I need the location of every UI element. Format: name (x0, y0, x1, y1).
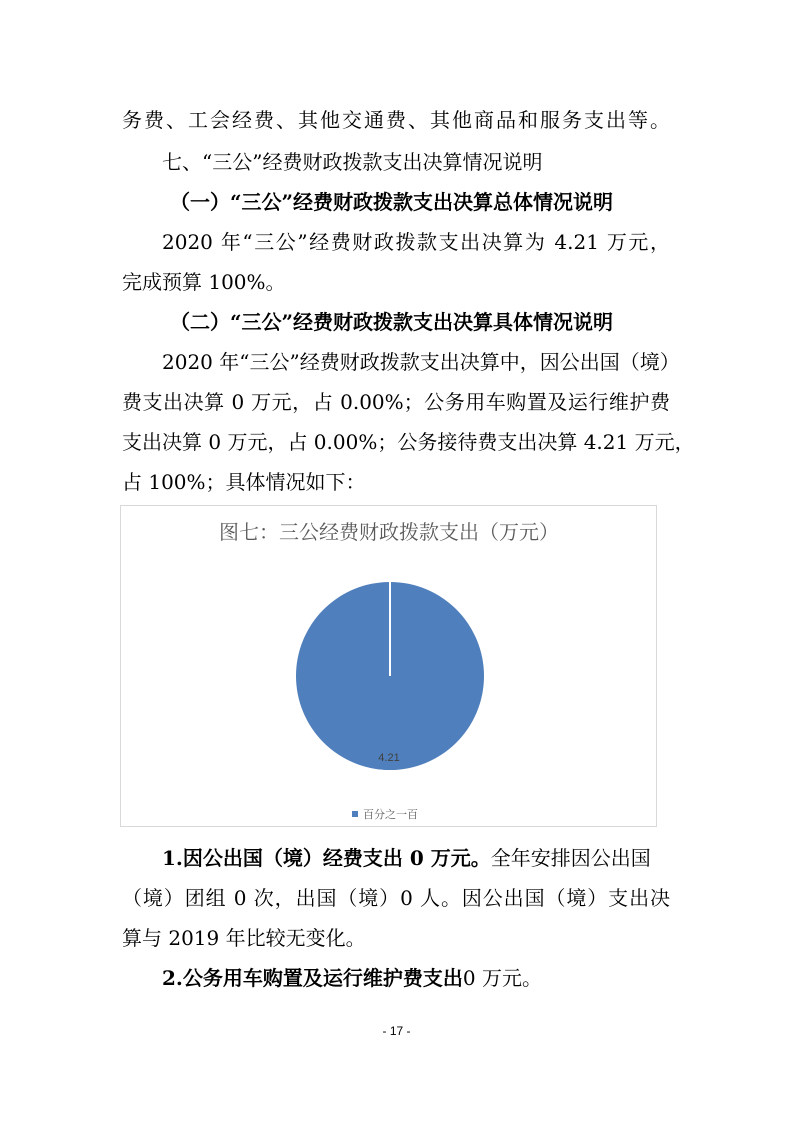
paragraph-line (162, 966, 670, 990)
paragraph-line: 务费、工会经费、其他交通费、其他商品和服务支出等。 (122, 108, 670, 132)
paragraph-line: 支出决算 0 万元，占 0.00%；公务接待费支出决算 4.21 万元， (122, 430, 695, 454)
legend-label: 百分之一百 (363, 808, 418, 821)
subsection-heading: （二）“三公”经费财政拨款支出决算具体情况说明 (170, 310, 614, 334)
paragraph-line: 完成预算 100%。 (122, 270, 286, 294)
paragraph-line: 费支出决算 0 万元，占 0.00%；公务用车购置及运行维护费 (122, 390, 670, 414)
pie-chart (120, 505, 657, 827)
paragraph-line: （境）团组 0 次，出国（境）0 人。因公出国（境）支出决 (122, 886, 670, 910)
text: 0 万元。 (462, 966, 542, 990)
section-heading: 七、“三公”经费财政拨款支出决算情况说明 (162, 150, 543, 174)
text: 全年安排因公出国 (490, 846, 651, 870)
paragraph-line (162, 846, 670, 870)
bold-lead: 2.公务用车购置及运行维护费支出 (162, 966, 463, 990)
paragraph-line: 2020 年“三公”经费财政拨款支出决算中，因公出国（境） (162, 350, 680, 374)
chart-title: 图七：三公经费财政拨款支出（万元） (219, 520, 559, 544)
paragraph-line: 算与 2019 年比较无变化。 (122, 926, 366, 950)
subsection-heading: （一）“三公”经费财政拨款支出决算总体情况说明 (170, 190, 614, 214)
page-number: - 17 - (382, 1024, 411, 1038)
paragraph-line: 2020 年“三公”经费财政拨款支出决算为 4.21 万元， (162, 230, 670, 254)
legend-swatch (352, 811, 358, 817)
data-label: 4.21 (378, 752, 400, 764)
bold-lead: 1.因公出国（境）经费支出 0 万元。 (162, 846, 491, 870)
paragraph-line: 占 100%；具体情况如下： (122, 470, 366, 494)
